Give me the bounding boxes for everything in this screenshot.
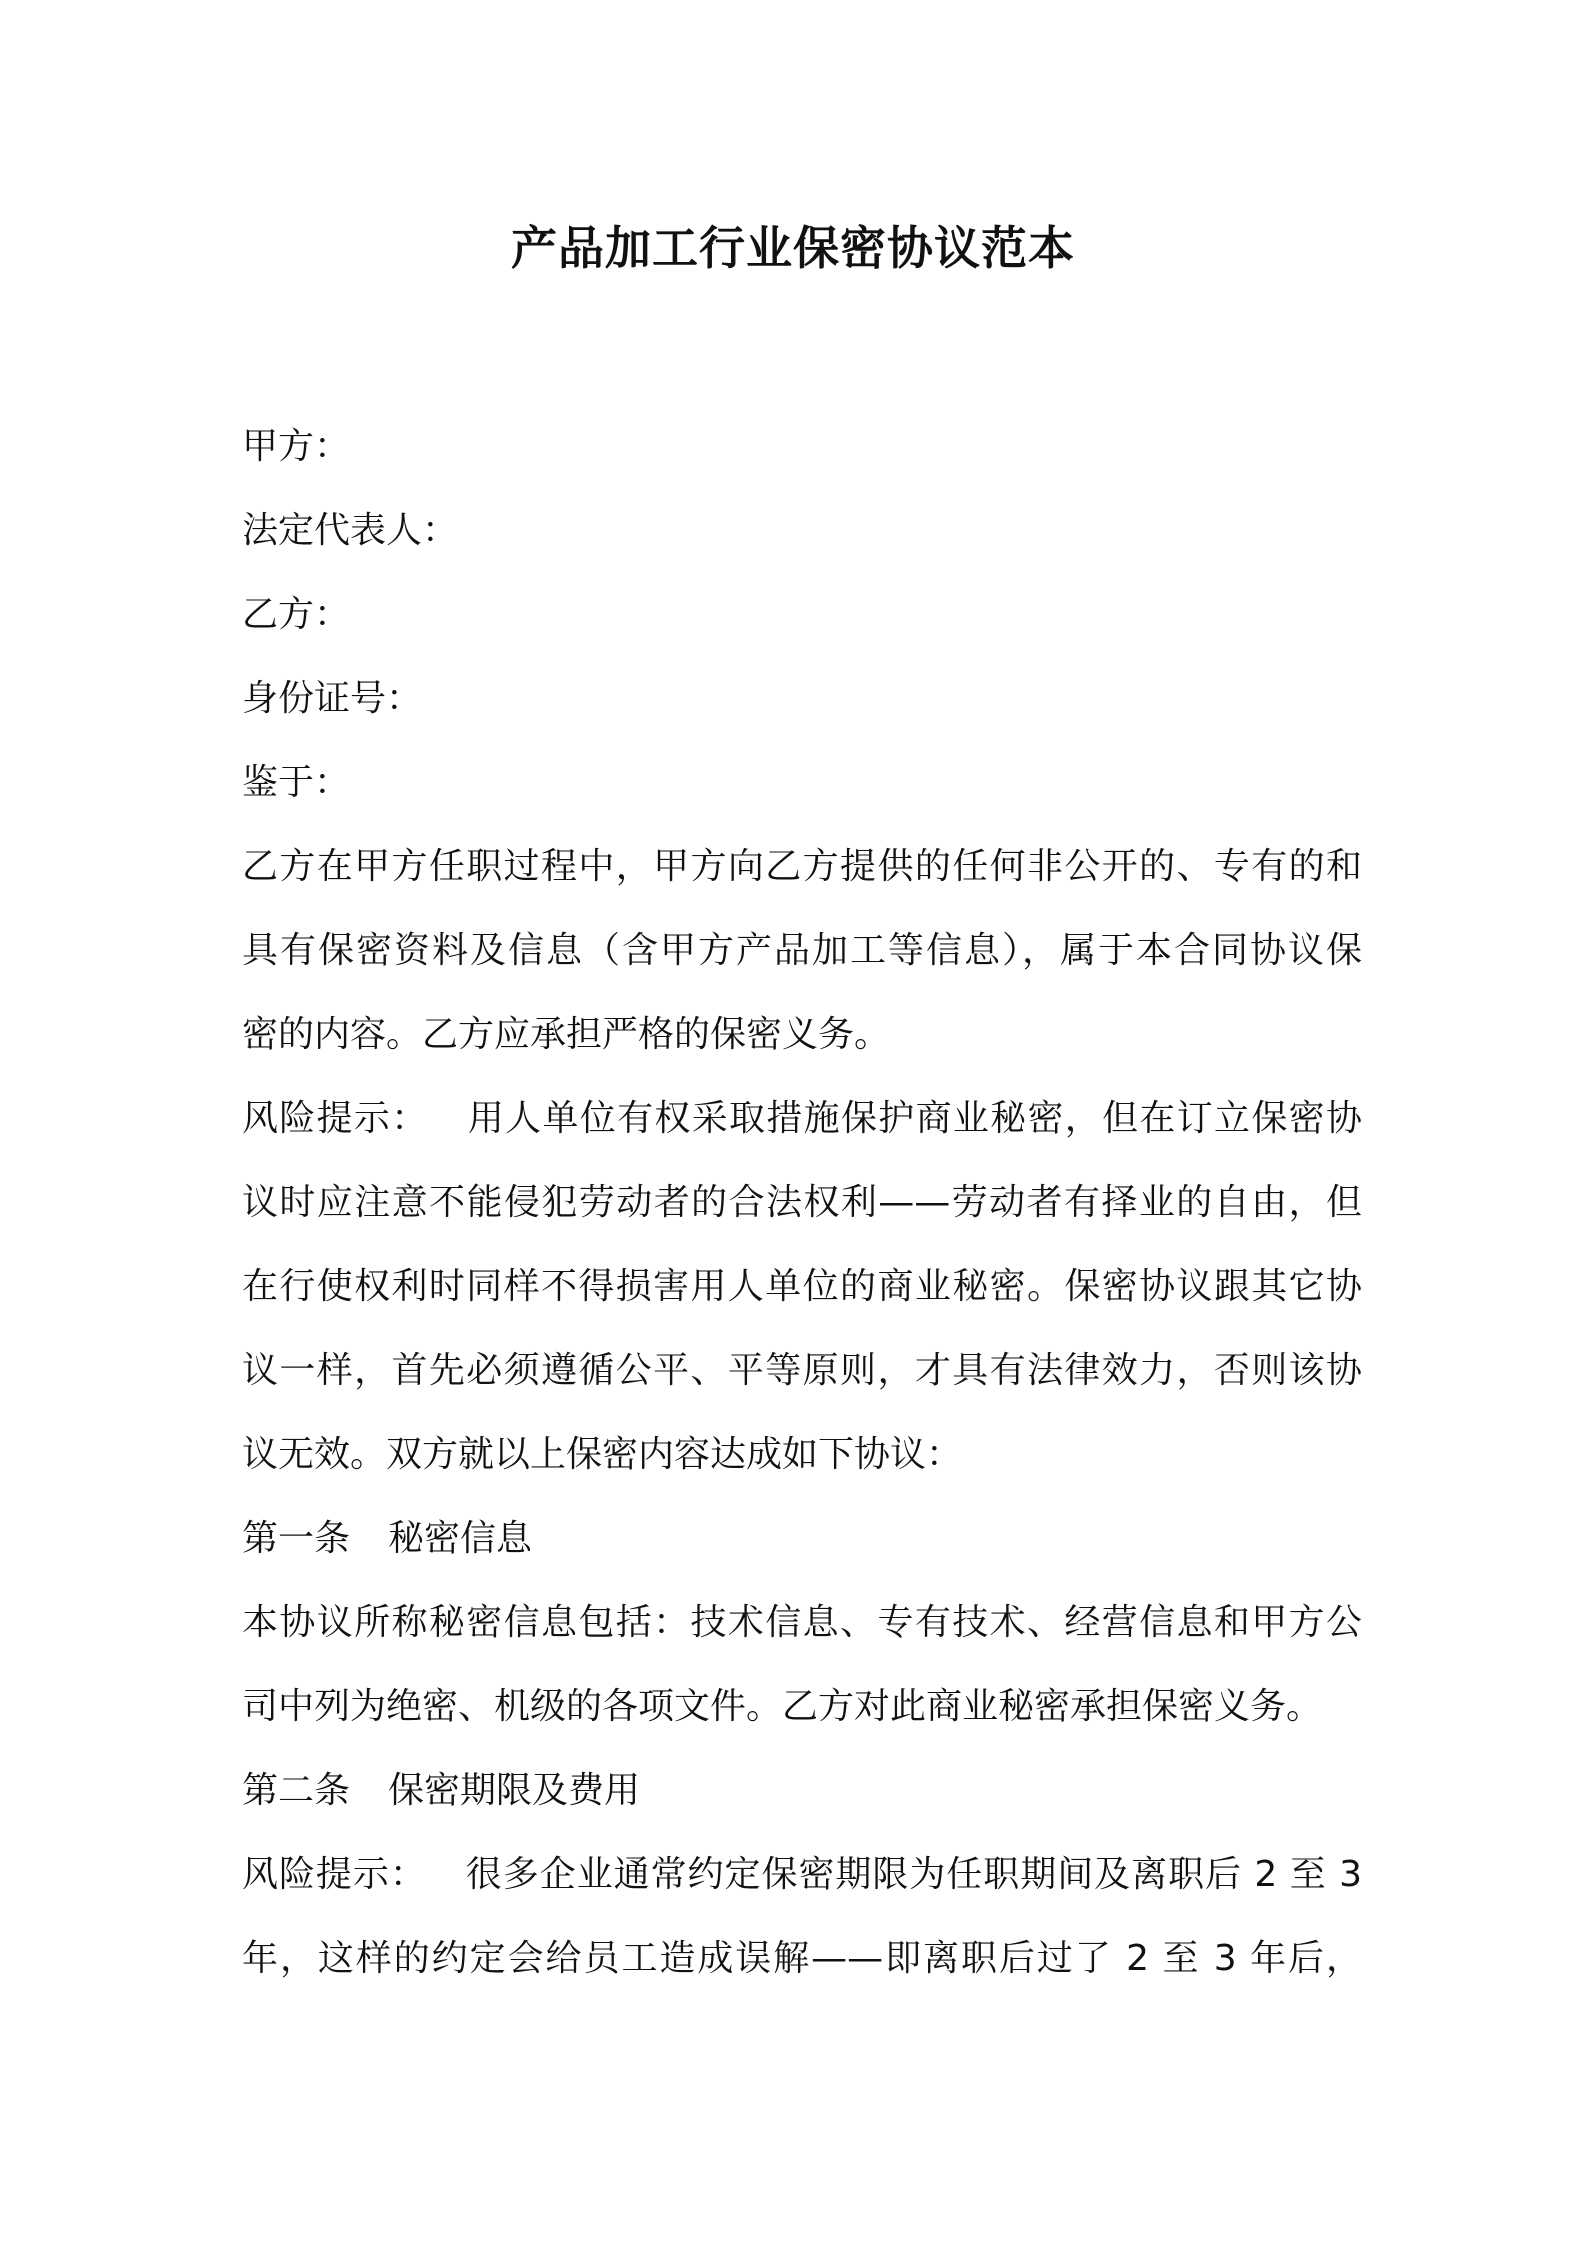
article-2-number: 第二条 — [242, 1770, 351, 1811]
risk-note-2-label: 风险提示： — [242, 1854, 427, 1895]
recital-line: 具有保密资料及信息（含甲方产品加工等信息），属于本合同协议保 — [242, 930, 1362, 971]
risk-note-2 — [242, 1833, 1362, 1917]
article-1-heading — [242, 1497, 1362, 1581]
article-2-title: 保密期限及费用 — [388, 1770, 641, 1811]
party-b-label: 乙方： — [242, 594, 351, 635]
risk-note-2-first-line: 很多企业通常约定保密期限为任职期间及离职后 2 至 3 — [464, 1854, 1362, 1895]
article-1-number: 第一条 — [242, 1518, 351, 1559]
party-a-label: 甲方： — [242, 426, 351, 467]
risk-note-1-label: 风险提示： — [242, 1098, 429, 1139]
article-2-heading — [242, 1749, 1362, 1833]
risk-note-1-line: 议无效。双方就以上保密内容达成如下协议： — [242, 1434, 963, 1475]
risk-note-1-line: 在行使权利时同样不得损害用人单位的商业秘密。保密协议跟其它协 — [242, 1266, 1362, 1307]
id-number-label: 身份证号： — [242, 678, 423, 719]
risk-note-1-line: 议时应注意不能侵犯劳动者的合法权利——劳动者有择业的自由，但 — [242, 1182, 1362, 1223]
recital-line: 密的内容。乙方应承担严格的保密义务。 — [242, 1014, 891, 1055]
risk-note-1-line: 议一样，首先必须遵循公平、平等原则，才具有法律效力，否则该协 — [242, 1350, 1362, 1391]
legal-rep-label: 法定代表人： — [242, 510, 459, 551]
recital-line: 乙方在甲方任职过程中，甲方向乙方提供的任何非公开的、专有的和 — [242, 846, 1362, 887]
whereas-label: 鉴于： — [242, 762, 351, 803]
article-1-line: 司中列为绝密、机级的各项文件。乙方对此商业秘密承担保密义务。 — [242, 1686, 1323, 1727]
document-title: 产品加工行业保密协议范本 — [511, 221, 1075, 275]
risk-note-1 — [242, 1077, 1362, 1161]
risk-note-1-first-line: 用人单位有权采取措施保护商业秘密，但在订立保密协 — [466, 1098, 1362, 1139]
article-1-title: 秘密信息 — [388, 1518, 533, 1559]
risk-note-2-line: 年，这样的约定会给员工造成误解——即离职后过了 2 至 3 年后， — [242, 1938, 1362, 1979]
article-1-line: 本协议所称秘密信息包括：技术信息、专有技术、经营信息和甲方公 — [242, 1602, 1362, 1643]
document-body — [242, 405, 1362, 2001]
